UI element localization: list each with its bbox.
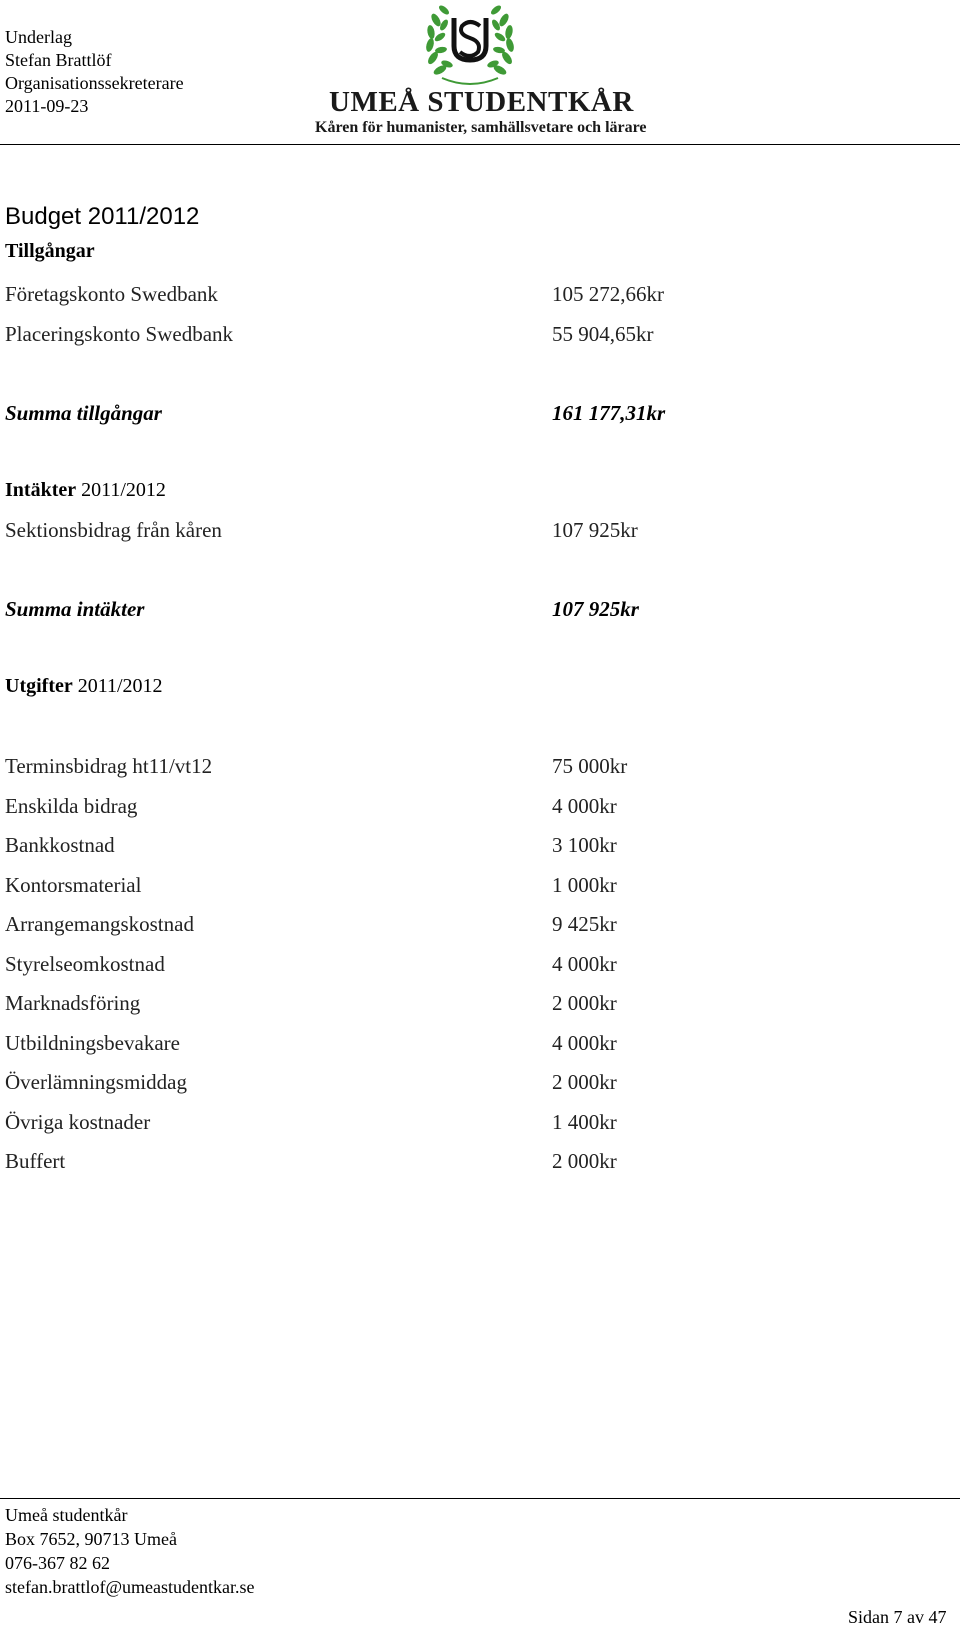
income-row-label: Sektionsbidrag från kåren (5, 518, 222, 542)
expenses-heading (5, 675, 163, 698)
asset-row-amount: 105 272,66kr (552, 282, 664, 306)
expense-row-amount: 3 100kr (552, 833, 617, 857)
income-heading-label: Intäkter (5, 479, 77, 501)
expense-row-label: Buffert (5, 1149, 66, 1173)
organization-subtitle: Kåren för humanister, samhällsvetare och lärare (315, 119, 647, 136)
assets-sum-amount: 161 177,31kr (552, 401, 666, 425)
document-title: Budget 2011/2012 (5, 203, 200, 230)
expense-row-amount: 2 000kr (552, 1149, 617, 1173)
assets-heading: Tillgångar (5, 240, 95, 262)
expense-row-label: Arrangemangskostnad (5, 912, 194, 936)
expense-row-amount: 2 000kr (552, 1070, 617, 1094)
document-date: 2011-09-23 (5, 96, 89, 116)
doc-type: Underlag (5, 27, 72, 47)
asset-row-label: Placeringskonto Swedbank (5, 322, 234, 346)
author-role: Organisationssekreterare (5, 73, 184, 93)
expense-row-label: Utbildningsbevakare (5, 1031, 180, 1055)
footer-address: Box 7652, 90713 Umeå (5, 1529, 177, 1549)
assets-sum-label: Summa tillgångar (5, 401, 162, 425)
expense-row-label: Bankkostnad (5, 833, 115, 857)
expense-row-label: Styrelseomkostnad (5, 952, 165, 976)
expense-row-label: Marknadsföring (5, 991, 141, 1015)
header-meta (5, 26, 184, 118)
expenses-heading-label: Utgifter (5, 675, 73, 697)
income-heading (5, 479, 166, 502)
asset-row-label: Företagskonto Swedbank (5, 282, 218, 306)
expense-row-amount: 1 400kr (552, 1110, 617, 1134)
expense-row-amount: 2 000kr (552, 991, 617, 1015)
footer-divider (0, 1498, 960, 1499)
footer-phone: 076-367 82 62 (5, 1553, 110, 1573)
umea-studentkar-logo-icon (420, 0, 520, 88)
organization-name: UMEÅ STUDENTKÅR (329, 86, 634, 118)
expense-row-label: Enskilda bidrag (5, 794, 138, 818)
footer-contact (5, 1503, 255, 1599)
expense-row-label: Överlämningsmiddag (5, 1070, 187, 1094)
income-sum-amount: 107 925kr (552, 597, 639, 621)
expense-row-label: Övriga kostnader (5, 1110, 151, 1134)
header-divider (0, 144, 960, 145)
footer-email[interactable]: stefan.brattlof@umeastudentkar.se (5, 1577, 255, 1597)
expenses-heading-year: 2011/2012 (77, 675, 163, 697)
income-sum-label: Summa intäkter (5, 597, 145, 621)
expense-row-amount: 4 000kr (552, 794, 617, 818)
expense-row-amount: 4 000kr (552, 1031, 617, 1055)
asset-row-amount: 55 904,65kr (552, 322, 654, 346)
income-heading-year: 2011/2012 (81, 479, 166, 501)
expense-row-amount: 4 000kr (552, 952, 617, 976)
footer-org: Umeå studentkår (5, 1505, 128, 1525)
income-row-amount: 107 925kr (552, 518, 638, 542)
page-number: Sidan 7 av 47 (848, 1607, 947, 1627)
author-name: Stefan Brattlöf (5, 50, 112, 70)
expense-row-label: Kontorsmaterial (5, 873, 142, 897)
expense-row-label: Terminsbidrag ht11/vt12 (5, 754, 213, 778)
expense-row-amount: 9 425kr (552, 912, 617, 936)
expense-row-amount: 75 000kr (552, 754, 628, 778)
expense-row-amount: 1 000kr (552, 873, 617, 897)
